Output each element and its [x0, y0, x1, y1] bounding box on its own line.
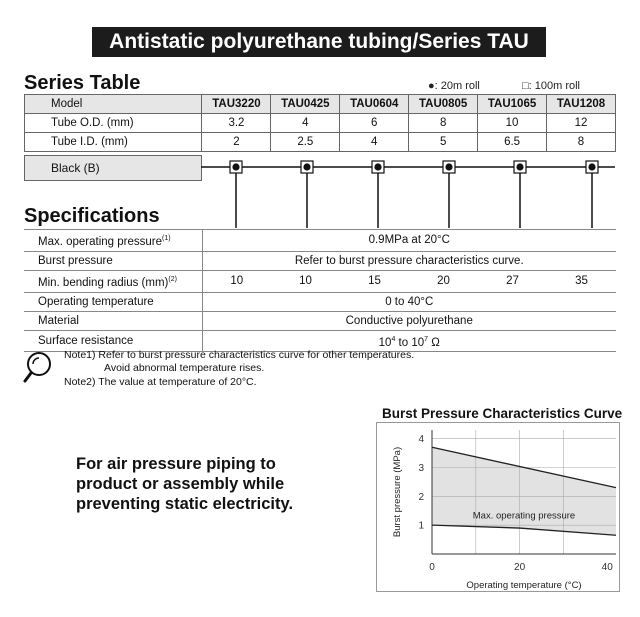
od-cell: 12	[547, 114, 616, 133]
bend-cell: 10	[271, 270, 340, 292]
od-cell: 6	[340, 114, 409, 133]
y-tick-label: 2	[418, 491, 424, 503]
model-header: Model	[25, 95, 202, 114]
series-table	[24, 94, 616, 152]
legend-100m-roll: □: 100m roll	[522, 80, 580, 92]
note-1: Note1) Refer to burst pressure characteristics curve for other temperatures.	[64, 349, 415, 361]
series-table-title: Series Table	[24, 72, 141, 94]
application-line: product or assembly while	[76, 475, 285, 493]
max-pressure-label: Max. operating pressure$^{(1)}$	[24, 230, 202, 252]
burst-pressure-chart	[376, 422, 620, 592]
legend-20m-roll: ●: 20m roll	[428, 80, 480, 92]
y-tick-label: 4	[418, 434, 424, 446]
shaded-band	[432, 447, 616, 535]
od-cell: 4	[271, 114, 340, 133]
model-cell: TAU1208	[547, 95, 616, 114]
material-label: Material	[24, 311, 202, 330]
page-title: Antistatic polyurethane tubing/Series TAU	[92, 27, 546, 57]
specifications-title: Specifications	[24, 205, 160, 227]
specifications-table	[24, 229, 616, 352]
od-cell: 3.2	[202, 114, 271, 133]
note-1-continued: Avoid abnormal temperature rises.	[104, 362, 265, 374]
application-line: preventing static electricity.	[76, 495, 294, 513]
table-row	[25, 95, 616, 114]
id-cell: 2.5	[271, 133, 340, 152]
y-tick-label: 1	[418, 520, 424, 532]
bending-radius-label: Min. bending radius (mm)$^{(2)}$	[24, 270, 202, 292]
table-row	[24, 270, 616, 292]
y-tick-label: 3	[418, 462, 424, 474]
marker-tau3220	[230, 161, 242, 228]
application-text	[76, 454, 293, 514]
bend-cell: 10	[202, 270, 271, 292]
burst-pressure-value: Refer to burst pressure characteristics curve.	[202, 251, 616, 270]
surface-resistance-value: $10^4$ to $10^7$ Ω	[202, 330, 616, 352]
model-cell: TAU0425	[271, 95, 340, 114]
color-black-text: Black (B)	[51, 161, 100, 175]
application-line: For air pressure piping to	[76, 455, 276, 473]
marker-tau1065	[514, 161, 526, 228]
id-cell: 4	[340, 133, 409, 152]
bend-cell: 27	[478, 270, 547, 292]
y-axis-label: Burst pressure (MPa)	[392, 446, 403, 538]
material-value: Conductive polyurethane	[202, 311, 616, 330]
bend-cell: 35	[547, 270, 616, 292]
od-cell: 10	[478, 114, 547, 133]
table-row	[25, 114, 616, 133]
table-row	[25, 133, 616, 152]
od-label: Tube O.D. (mm)	[25, 114, 202, 133]
marker-tau0604	[372, 161, 384, 228]
table-row	[24, 311, 616, 330]
id-cell: 2	[202, 133, 271, 152]
x-tick-label: 20	[514, 562, 526, 573]
model-cell: TAU1065	[478, 95, 547, 114]
note-2: Note2) The value at temperature of 20°C.	[64, 376, 257, 388]
marker-tau1208	[586, 161, 598, 228]
marker-tau0425	[301, 161, 313, 228]
table-row	[24, 292, 616, 311]
model-cell: TAU3220	[202, 95, 271, 114]
chart-title: Burst Pressure Characteristics Curve	[382, 406, 623, 421]
x-axis-label: Operating temperature (°C)	[466, 580, 582, 591]
burst-pressure-label: Burst pressure	[24, 251, 202, 270]
id-cell: 8	[547, 133, 616, 152]
surface-resistance-label: Surface resistance	[24, 330, 202, 352]
x-tick-label: 40	[601, 562, 613, 573]
model-cell: TAU0604	[340, 95, 409, 114]
operating-temp-label: Operating temperature	[24, 292, 202, 311]
id-cell: 5	[409, 133, 478, 152]
max-pressure-value: 0.9MPa at 20°C	[202, 230, 616, 252]
marker-tau0805	[443, 161, 455, 228]
table-row	[24, 230, 616, 252]
x-tick-label: 0	[429, 562, 435, 573]
bend-cell: 15	[340, 270, 409, 292]
od-cell: 8	[409, 114, 478, 133]
operating-temp-value: 0 to 40°C	[202, 292, 616, 311]
model-cell: TAU0805	[409, 95, 478, 114]
chart-annotation: Max. operating pressure	[472, 510, 576, 522]
table-row	[24, 251, 616, 270]
bend-cell: 20	[409, 270, 478, 292]
id-cell: 6.5	[478, 133, 547, 152]
magnifier-icon	[22, 350, 58, 384]
id-label: Tube I.D. (mm)	[25, 133, 202, 152]
